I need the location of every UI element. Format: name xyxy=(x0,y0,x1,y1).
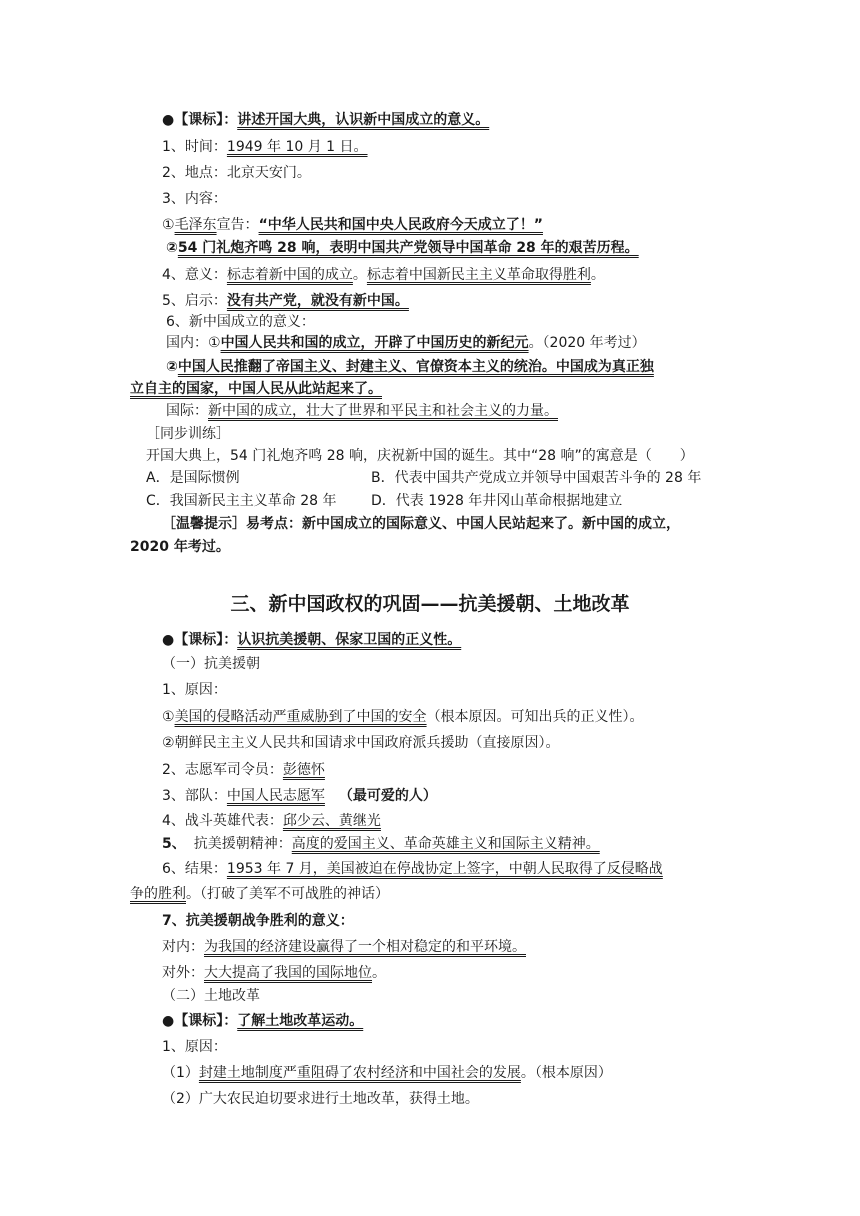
troops-name: 中国人民志愿军 xyxy=(226,788,325,804)
result-line-2 xyxy=(130,884,389,904)
war-significance-heading: 7、抗美援朝战争胜利的意义： xyxy=(162,913,354,929)
result-line-1 xyxy=(162,859,663,879)
punct: 。 xyxy=(352,267,367,283)
text: 中国人民推翻了帝国主义、封建主义、官僚资本主义的统治。中国成为真正独 xyxy=(177,359,654,375)
text: 没有共产党，就没有新中国。 xyxy=(226,293,409,309)
land-cause-1 xyxy=(162,1063,612,1083)
domestic-meaning-2 xyxy=(166,357,654,377)
heroes-line xyxy=(162,811,381,831)
curriculum-standard-1 xyxy=(162,110,489,130)
international-meaning xyxy=(166,401,558,421)
person: 毛泽东 xyxy=(174,217,217,233)
tip-line-1: ［温馨提示］易考点：新中国成立的国际意义、中国人民站起来了。新中国的成立， xyxy=(162,516,680,532)
text: 54 门礼炮齐鸣 28 响，表明中国共产党领导中国革命 28 年的艰苦历程。 xyxy=(177,240,639,256)
label: 2、志愿军司令员： xyxy=(162,762,283,778)
label: 国内：① xyxy=(166,335,221,351)
label: 国际： xyxy=(166,403,208,419)
spirit-text: 高度的爱国主义、革命英雄主义和国际主义精神。 xyxy=(291,836,600,852)
curriculum-standard-2 xyxy=(162,630,461,650)
label: 5、启示： xyxy=(162,293,227,309)
practice-question: 开国大典上，54 门礼炮齐鸣 28 响，庆祝新中国的诞生。其中“28 响”的寓意是（ ） xyxy=(146,448,694,464)
curriculum-standard-3 xyxy=(162,1011,363,1031)
note: （最可爱的人） xyxy=(338,788,437,804)
cause-2: ②朝鲜民主主义人民共和国请求中国政府派兵援助（直接原因）。 xyxy=(162,735,560,751)
content-item-1 xyxy=(162,215,543,235)
label: 6、结果： xyxy=(162,861,227,877)
punct: 。 xyxy=(372,965,386,981)
quote: “中华人民共和国中央人民政府今天成立了！” xyxy=(258,217,543,233)
option-a: A．是国际惯例 xyxy=(146,470,240,486)
text: 大大提高了我国的国际地位 xyxy=(204,965,372,981)
label: 对外： xyxy=(162,965,204,981)
punct: 。 xyxy=(590,267,605,283)
marker: ① xyxy=(162,217,175,233)
option-c: C．我国新民主主义革命 28 年 xyxy=(146,493,337,509)
content-heading: 3、内容： xyxy=(162,191,227,207)
meaning-heading: 6、新中国成立的意义： xyxy=(166,314,315,330)
text: 争的胜利 xyxy=(130,886,186,902)
marker: ① xyxy=(162,709,175,725)
land-cause-heading: 1、原因： xyxy=(162,1039,227,1055)
label: 宣告： xyxy=(216,217,259,233)
date-text: 1949 年 10 月 1 日。 xyxy=(226,139,368,155)
text: 中国人民共和国的成立，开辟了中国历史的新纪元 xyxy=(220,335,529,351)
label: ●【课标】： xyxy=(162,632,238,648)
text: 美国的侵略活动严重威胁到了中国的安全 xyxy=(174,709,427,725)
tip-line-2: 2020 年考过。 xyxy=(130,539,230,555)
option-b: B．代表中国共产党成立并领导中国艰苦斗争的 28 年 xyxy=(371,470,702,486)
significance-line xyxy=(162,265,605,285)
text: 为我国的经济建设赢得了一个相对稳定的和平环境。 xyxy=(204,939,526,955)
marker: （1） xyxy=(162,1065,199,1081)
domestic-meaning-2-cont: 立自主的国家，中国人民从此站起来了。 xyxy=(130,381,382,397)
label: 1、时间： xyxy=(162,139,227,155)
label: 3、部队： xyxy=(162,788,227,804)
marker: ② xyxy=(166,240,178,256)
standard-text: 了解土地改革运动。 xyxy=(237,1013,364,1029)
commander-line xyxy=(162,760,325,780)
revelation-line xyxy=(162,291,409,311)
note: 。（打破了美军不可战胜的神话） xyxy=(186,886,389,902)
text-1: 标志着新中国的成立 xyxy=(226,267,353,283)
label: 4、意义： xyxy=(162,267,227,283)
external-significance xyxy=(162,963,386,983)
label: 对内： xyxy=(162,939,204,955)
commander-name: 彭德怀 xyxy=(282,762,325,778)
subsection-1: （一）抗美援朝 xyxy=(162,656,260,672)
label: 抗美援朝精神： xyxy=(193,836,292,852)
text-2: 标志着中国新民主主义革命取得胜利 xyxy=(366,267,591,283)
standard-text: 认识抗美援朝、保家卫国的正义性。 xyxy=(237,632,462,648)
heroes: 邱少云、黄继光 xyxy=(282,813,381,829)
content-item-2 xyxy=(166,238,639,258)
domestic-meaning-1 xyxy=(166,333,646,353)
section-heading: 三、新中国政权的巩固——抗美援朝、土地改革 xyxy=(230,593,630,615)
label: 4、战斗英雄代表： xyxy=(162,813,283,829)
label: ●【课标】： xyxy=(162,112,238,128)
marker: ② xyxy=(166,359,178,375)
text: 封建土地制度严重阻碍了农村经济和中国社会的发展 xyxy=(198,1065,521,1081)
cause-1 xyxy=(162,707,644,727)
option-d: D．代表 1928 年井冈山革命根据地建立 xyxy=(371,493,623,509)
number: 5、 xyxy=(162,836,186,852)
note: 。（2020 年考过） xyxy=(528,335,646,351)
note: 。（根本原因） xyxy=(520,1065,612,1081)
practice-heading: ［同步训练］ xyxy=(146,426,230,442)
troops-line xyxy=(162,786,437,806)
cause-heading: 1、原因： xyxy=(162,682,227,698)
place-line: 2、地点：北京天安门。 xyxy=(162,165,311,181)
note: （根本原因。可知出兵的正义性）。 xyxy=(426,709,644,725)
land-cause-2: （2）广大农民迫切要求进行土地改革，获得土地。 xyxy=(162,1091,479,1107)
internal-significance xyxy=(162,937,526,957)
text: 新中国的成立，壮大了世界和平民主和社会主义的力量。 xyxy=(208,403,558,419)
subsection-2: （二）土地改革 xyxy=(162,988,260,1004)
text: 1953 年 7 月，美国被迫在停战协定上签字，中朝人民取得了反侵略战 xyxy=(226,861,663,877)
spirit-line xyxy=(162,834,600,854)
time-line xyxy=(162,137,368,157)
standard-text: 讲述开国大典，认识新中国成立的意义。 xyxy=(237,112,490,128)
label: ●【课标】： xyxy=(162,1013,238,1029)
